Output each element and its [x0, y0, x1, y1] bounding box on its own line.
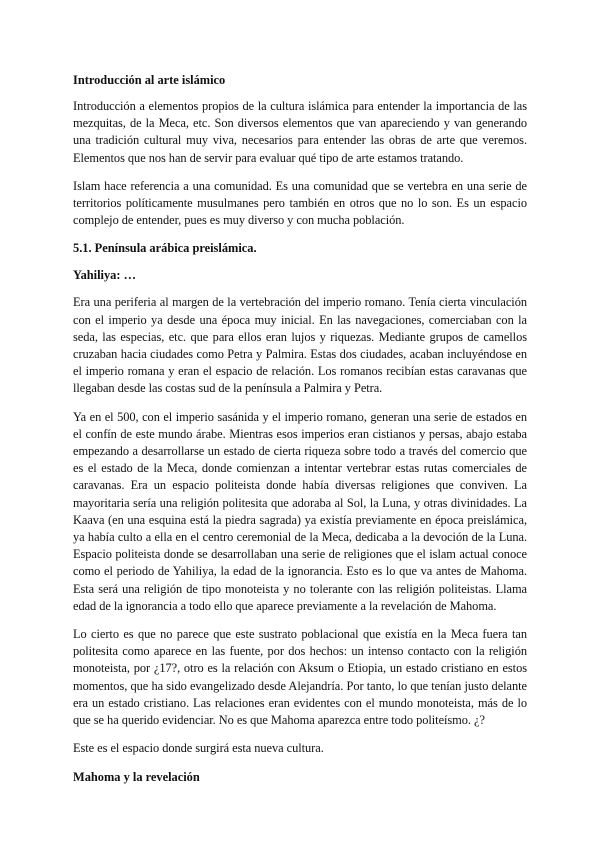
document-title: Introducción al arte islámico: [73, 73, 226, 87]
subheading-mahoma: Mahoma y la revelación: [73, 769, 200, 784]
paragraph: Lo cierto es que no parece que este sustrato poblacional que existía en la Meca fuera tan politesita como aparece en las fuente, por dos hechos: un intenso contacto con la religión monoteista, por ¿17?, otro es la relación con Aksum o Etiopia, un estado cristiano en estos momentos, que ha sido evangelizado desde Alejandría. Por tanto, lo que tenían justo delante era un estado cristiano. Las relaciones eran evidentes con el mundo monoteista, más de lo que se ha querido evidenciar. No es que Mahoma aparezca entre todo politeísmo. ¿?: [73, 627, 527, 728]
paragraph: Islam hace referencia a una comunidad. Es una comunidad que se vertebra en una serie de territorios políticamente musulmanes pero también en otros que no lo son. Es un espacio complejo de entender, pues es muy diverso y con mucha población.: [73, 178, 527, 228]
paragraph: Este es el espacio donde surgirá esta nueva cultura.: [73, 741, 324, 756]
paragraph: Ya en el 500, con el imperio sasánida y el imperio romano, generan una serie de estados en el confín de este mundo árabe. Mientras esos imperios eran cistianos y persas, abajo estaba empezando a desarrollarse un estado de cierta riqueza sobre todo a través del comercio que es el estado de la Meca, donde comienzan a intentar vertebrar estas rutas comerciales de caravanas. Era un espacio politeista donde había diversas religiones que conviven. La mayoritaria sería una religión politesita que adoraba al Sol, la Luna, y otras divinidades. La Kaava (en una esquina está la piedra sagrada) ya existía previamente en época preislámica, ya había culto a ella en el centro ceremonial de la Meca, dedicaba a la devoción de la Luna. Espacio politeista donde se desarrollaban una serie de religiones que el islam actual conoce como el periodo de Yahiliya, la edad de la ignorancia. Esto es lo que va antes de Mahoma. Esta será una religión de tipo monoteista y no tolerante con las religión politeistas. Llama edad de la ignorancia a todo ello que aparece previamente a la revelación de Mahoma.: [73, 409, 527, 613]
paragraph: Introducción a elementos propios de la cultura islámica para entender la importancia de las mezquitas, de la Meca, etc. Son diversos elementos que van apareciendo y van generando una tradición cultural muy viva, necesarios para entender las obras de arte que veremos. Elementos que nos han de servir para evaluar qué tipo de arte estamos tratando.: [73, 99, 527, 165]
section-heading: 5.1. Península arábica preislámica.: [73, 241, 257, 256]
subheading-yahiliya: Yahiliya: …: [73, 268, 136, 283]
paragraph: Era una periferia al margen de la vertebración del imperio romano. Tenía cierta vinculación con el imperio ya desde una época muy inicial. En las navegaciones, comerciaban con la seda, las especias, etc. que para ellos eran lujos y riquezas. Mediante grupos de camellos cruzaban hacia ciudades como Petra y Palmira. Estas dos ciudades, acaban incluyéndose en el imperio romana y eran el espacio de relación. Los romanos recibían estas caravanas que llegaban desde las costas sud de la península a Palmira y Petra.: [73, 295, 527, 396]
